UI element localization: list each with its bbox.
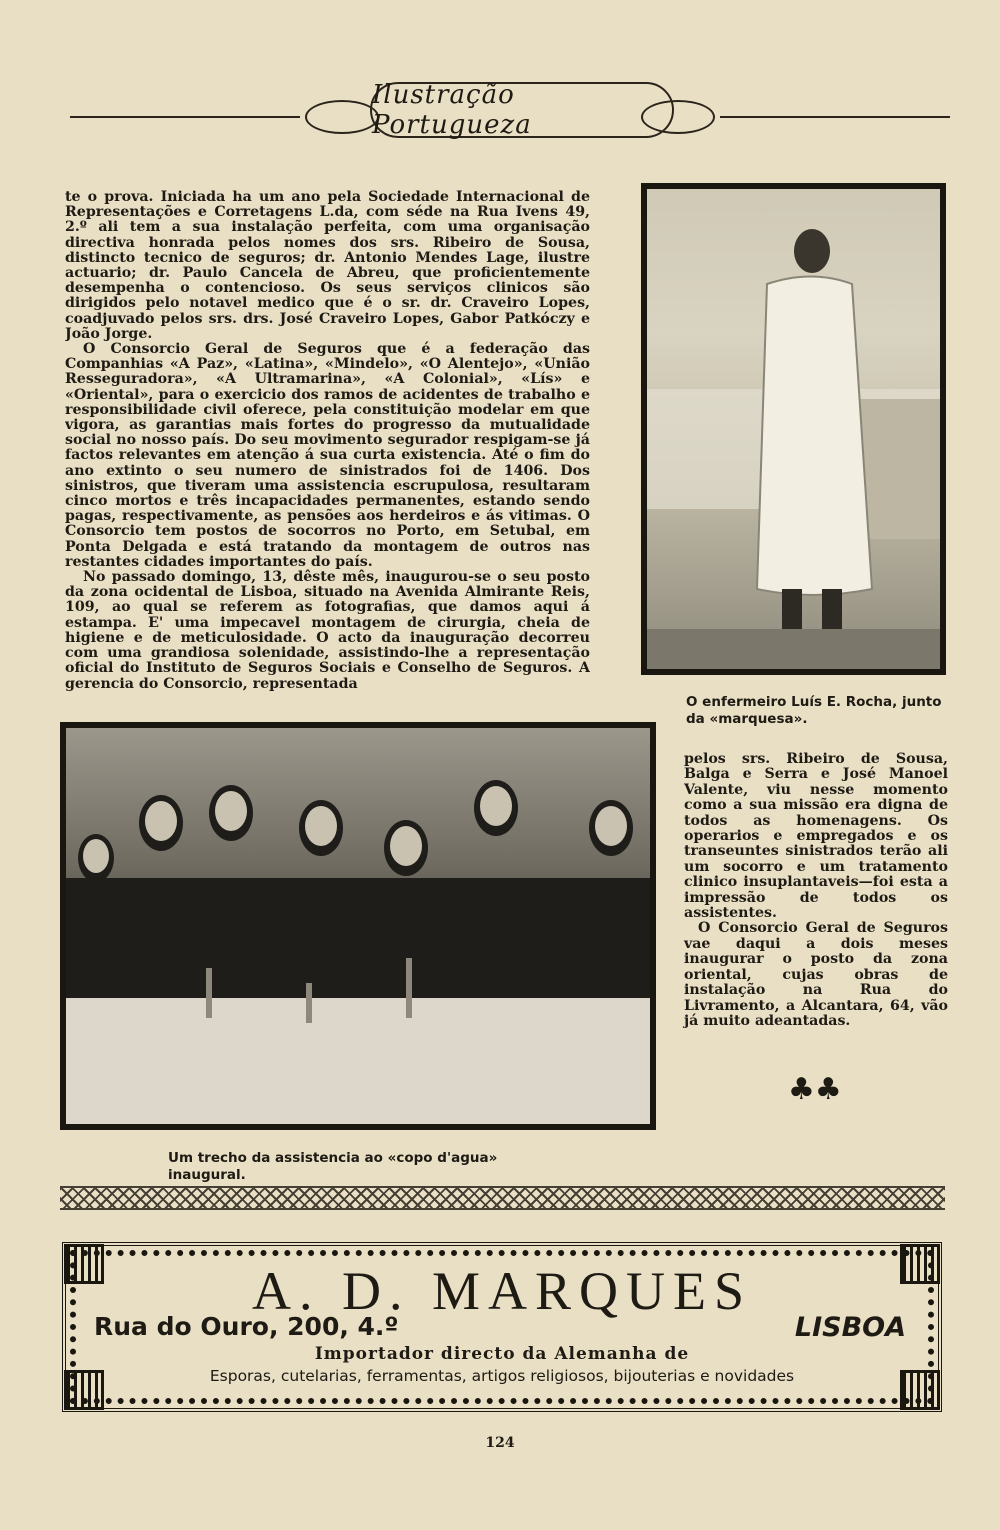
flourish-right-icon: [641, 100, 715, 134]
advertisement: [62, 1242, 942, 1412]
nurse-photo: [641, 183, 946, 675]
banquet-photo: [60, 722, 656, 1130]
flourish-left-icon: [305, 100, 379, 134]
nurse-photo-image: [647, 189, 940, 669]
ad-products: Esporas, cutelarias, ferramentas, artigos religiosos, bijouterias e novidades: [209, 1367, 795, 1385]
decorative-border-strip: [60, 1186, 945, 1210]
banquet-caption: Um trecho da assistencia ao «copo d'agua» inaugural.: [168, 1150, 498, 1183]
article-paragraph-3: No passado domingo, 13, dêste mês, inaugurou-se o seu posto da zona ocidental de Lisboa, situado na Avenida Almirante Reis, 109, ao qual se referem as fotografias, que damos aqui á estampa. E' uma impecavel montagem de cirurgia, cheia de higiene e de meticulosidade. O acto da inauguração decorreu com uma grandiosa solenidade, assistindo-lhe a representação oficial do Instituto de Seguros Sociais e Conselho de Seguros. A gerencia do Consorcio, representada: [65, 569, 590, 692]
continuation-paragraph-2: O Consorcio Geral de Seguros vae daqui a dois meses inaugurar o posto da zona oriental, cujas obras de instalação na Rua do Livramento, a Alcantara, 64, vão já muito adeantadas.: [684, 920, 948, 1029]
masthead-rule-left: [70, 116, 300, 118]
banquet-figures-icon: [66, 728, 650, 1124]
article-body: [65, 190, 590, 698]
masthead-title: Ilustração Portugueza: [370, 82, 674, 138]
nurse-figure-icon: [647, 189, 940, 669]
continuation-paragraph-1: pelos srs. Ribeiro de Sousa, Balga e Serra e José Manoel Valente, viu nesse momento como a sua missão era digna de todos as homenagens. Os operarios e empregados e os transeuntes sinistrados terão ali um socorro e um tratamento clinico insuplantaveis—foi esta a impressão de todos os assistentes.: [684, 751, 948, 922]
article-continuation: [684, 752, 948, 1029]
article-paragraph-2: O Consorcio Geral de Seguros que é a federação das Companhias «A Paz», «Latina», «Mindelo», «O Alentejo», «União Resseguradora», «A Ultramarina», «A Colonial», «Lís» e «Oriental», para o exercicio dos ramos de acidentes de trabalho e responsibilidade civil oferece, pela constituição modelar em que vigora, as garantias mais fortes do progresso da mutualidade social no nosso país. Do seu movimento segurador respigam-se já factos relevantes em atenção á sua curta existencia. Até o fim do ano extinto o seu numero de sinistrados foi de 1406. Dos sinistros, que tiveram uma assistencia escrupulosa, resultaram cinco mortos e três incapacidades permanentes, estando sendo pagas, respectivamente, as pensões aos herdeiros e ás vitimas. O Consorcio tem postos de socorros no Porto, em Setubal, em Ponta Delgada e está tratando da montagem de outros nas restantes cidades importantes do país.: [65, 341, 590, 570]
article-paragraph-1: te o prova. Iniciada ha um ano pela Sociedade Internacional de Representações e Corretagens L.da, com séde na Rua Ivens 49, 2.º ali tem a sua instalação perfeita, com uma organisação directiva honrada pelos nomes dos srs. Ribeiro de Sousa, distincto tecnico de seguros; dr. Antonio Mendes Lage, ilustre actuario; dr. Paulo Cancela de Abreu, que proficientemente desempenha o contencioso. Os seus serviços clinicos são dirigidos pelo notavel medico que é o sr. dr. Craveiro Lopes, coadjuvado pelos srs. drs. José Craveiro Lopes, Gabor Patkóczy e João Jorge.: [65, 190, 590, 342]
masthead-rule-right: [720, 116, 950, 118]
ad-company-name: A. D. MARQUES: [251, 1261, 753, 1321]
masthead: [70, 72, 950, 140]
nurse-caption: O enfermeiro Luís E. Rocha, junto da «marquesa».: [686, 694, 942, 727]
ad-address: Rua do Ouro, 200, 4.º: [94, 1312, 399, 1341]
banquet-photo-image: [66, 728, 650, 1124]
page-number: 124: [485, 1435, 515, 1451]
fleuron-icon: ♣♣: [788, 1072, 842, 1107]
ad-city: LISBOA: [794, 1312, 906, 1343]
ad-tagline: Importador directo da Alemanha de: [314, 1344, 690, 1364]
